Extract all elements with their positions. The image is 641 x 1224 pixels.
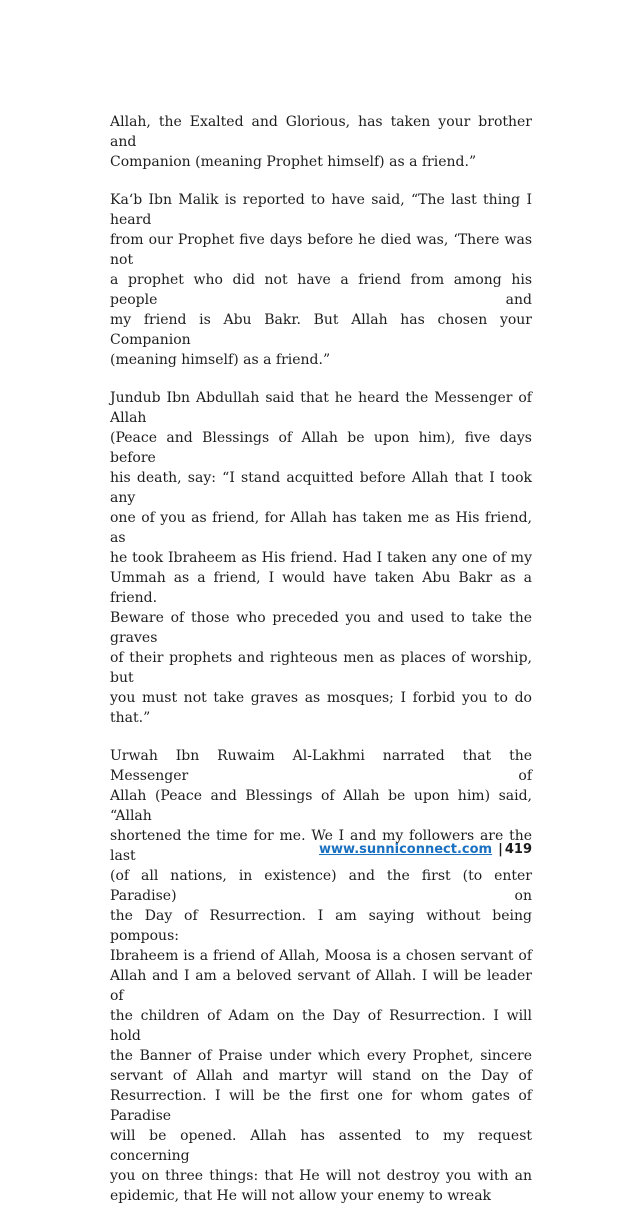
text-line: you on three things: that He will not destroy you with an <box>110 1168 532 1184</box>
text-line: (meaning himself) as a friend.” <box>110 352 331 368</box>
text-line: one of you as friend, for Allah has taken me as His friend, as <box>110 510 532 546</box>
text-line: (of all nations, in existence) and the first (to enter Paradise) on <box>110 868 532 904</box>
page-number: 419 <box>504 842 532 857</box>
footer-separator: | <box>498 842 503 857</box>
text-line: Ka‘b Ibn Malik is reported to have said, “The last thing I heard <box>110 192 532 228</box>
text-line: a prophet who did not have a friend from among his people and <box>110 272 532 308</box>
text-line: Allah (Peace and Blessings of Allah be upon him) said, “Allah <box>110 788 532 824</box>
text-line: Allah and I am a beloved servant of Allah. I will be leader of <box>110 968 532 1004</box>
footer-website-link[interactable]: www.sunniconnect.com <box>319 842 493 857</box>
paragraph <box>110 388 532 728</box>
text-line: you must not take graves as mosques; I forbid you to do that.” <box>110 690 532 726</box>
text-line: Jundub Ibn Abdullah said that he heard the Messenger of Allah <box>110 390 532 426</box>
text-line: shortened the time for me. We I and my followers are the last <box>110 828 532 864</box>
text-line: will be opened. Allah has assented to my request concerning <box>110 1128 532 1164</box>
text-line: servant of Allah and martyr will stand on the Day of <box>110 1068 532 1084</box>
page-footer <box>319 842 532 857</box>
text-line: he took Ibraheem as His friend. Had I taken any one of my <box>110 550 532 566</box>
paragraph <box>110 190 532 370</box>
text-line: the children of Adam on the Day of Resurrection. I will hold <box>110 1008 532 1044</box>
text-line: epidemic, that He will not allow your enemy to wreak <box>110 1188 492 1204</box>
text-line: the Day of Resurrection. I am saying without being pompous: <box>110 908 532 944</box>
text-line: Companion (meaning Prophet himself) as a friend.” <box>110 154 477 170</box>
paragraph <box>110 112 532 172</box>
text-line: Ummah as a friend, I would have taken Abu Bakr as a friend. <box>110 570 532 606</box>
text-line: Ibraheem is a friend of Allah, Moosa is a chosen servant of <box>110 948 532 964</box>
text-line: from our Prophet five days before he died was, ‘There was not <box>110 232 532 268</box>
text-line: of their prophets and righteous men as places of worship, but <box>110 650 532 686</box>
text-line: (Peace and Blessings of Allah be upon him), five days before <box>110 430 532 466</box>
text-line: his death, say: “I stand acquitted before Allah that I took any <box>110 470 532 506</box>
text-line: Resurrection. I will be the first one for whom gates of Paradise <box>110 1088 532 1124</box>
text-line: my friend is Abu Bakr. But Allah has chosen your Companion <box>110 312 532 348</box>
text-line: the Banner of Praise under which every Prophet, sincere <box>110 1048 532 1064</box>
text-line: Urwah Ibn Ruwaim Al-Lakhmi narrated that the Messenger of <box>110 748 532 784</box>
text-line: Beware of those who preceded you and used to take the graves <box>110 610 532 646</box>
text-block <box>110 112 532 1224</box>
paragraph <box>110 746 532 1206</box>
text-line: Allah, the Exalted and Glorious, has taken your brother and <box>110 114 532 150</box>
